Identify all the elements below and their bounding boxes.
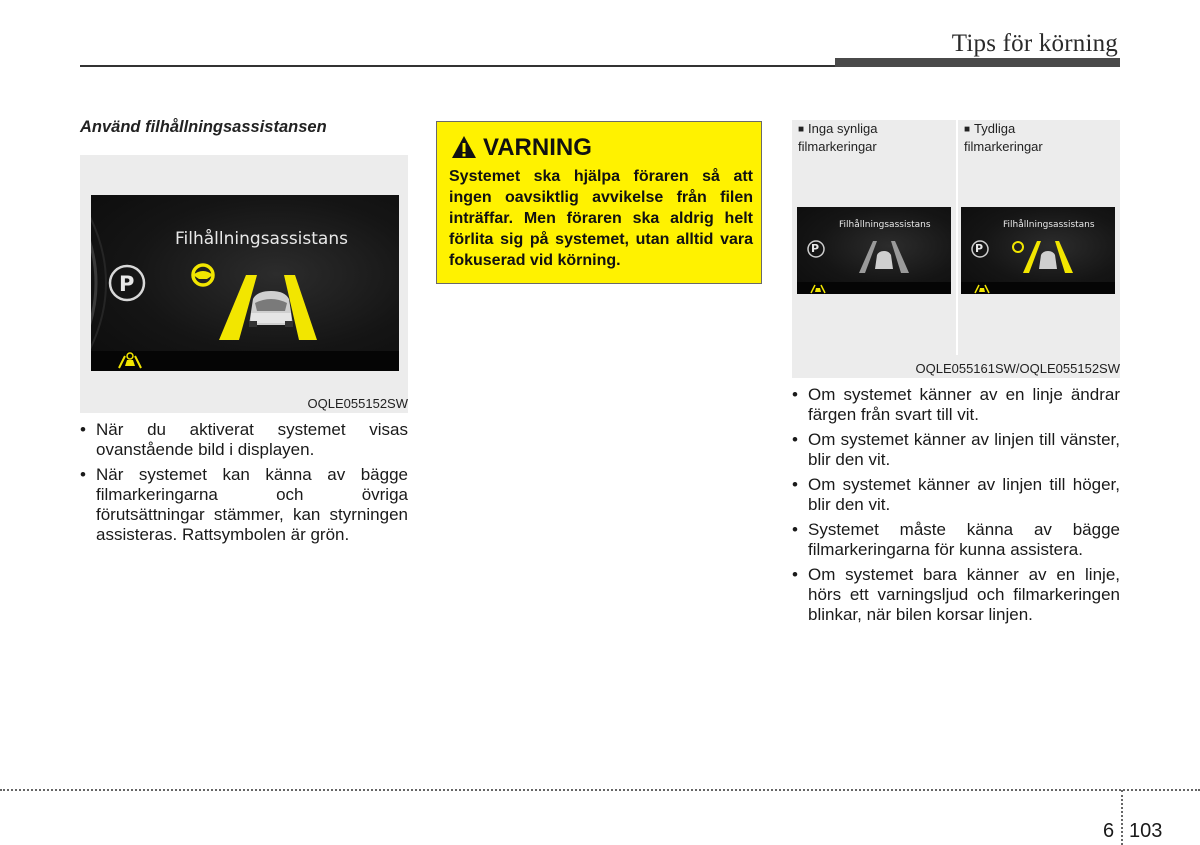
list-item: • Om systemet bara känner av en linje, hörs ett varningsljud och filmarkeringen blinkar, när bilen korsar linjen. <box>792 565 1120 625</box>
warning-body: Systemet ska hjälpa föraren så att ingen oavsiktlig avvikelse från filen inträffar. Men föraren ska aldrig helt förlita sig på systemet, utan alltid vara fokuserad vid körning. <box>449 168 753 269</box>
square-bullet-icon: ■ <box>964 124 971 135</box>
warning-box <box>436 121 762 284</box>
mini-display-title: Filhållningsassistans <box>1003 220 1095 230</box>
car-icon <box>249 291 293 327</box>
caption-clear-markings <box>964 120 1084 155</box>
header-rule-bar <box>835 58 1120 67</box>
warning-triangle-icon <box>451 135 477 159</box>
section-heading: Använd filhållningsassistansen <box>80 118 327 136</box>
caption-no-markings <box>798 120 948 155</box>
header-rule <box>80 65 835 67</box>
mini-display-title: Filhållningsassistans <box>839 220 931 230</box>
park-indicator-label: P <box>119 272 135 296</box>
mini-display-clear-markings <box>961 207 1115 294</box>
lane-assist-status-icon <box>973 283 991 294</box>
page-number: 103 <box>1129 820 1163 842</box>
figure-lane-assist-display <box>80 155 408 413</box>
steering-wheel-icon <box>193 265 213 285</box>
right-bullet-list <box>792 385 1120 630</box>
cluster-display-graphic <box>91 195 399 371</box>
page-header-title: Tips för körning <box>951 30 1118 57</box>
caption-text: Tydliga filmarkeringar <box>964 121 1043 154</box>
list-item: • Om systemet känner av linjen till höger, blir den vit. <box>792 475 1120 515</box>
figure-code: OQLE055161SW/OQLE055152SW <box>915 361 1120 376</box>
steering-wheel-icon <box>1013 242 1023 252</box>
list-item: • Systemet måste känna av bägge filmarkeringarna för kunna assistera. <box>792 520 1120 560</box>
list-item: • Om systemet känner av en linje ändrar färgen från svart till vit. <box>792 385 1120 425</box>
warning-title: VARNING <box>483 134 592 161</box>
square-bullet-icon: ■ <box>798 124 805 135</box>
cluster-display <box>91 195 399 371</box>
footer-separator <box>1121 790 1123 845</box>
footer-rule <box>0 789 1200 791</box>
figure-lane-markings-comparison <box>792 120 1120 378</box>
chapter-number: 6 <box>1103 820 1115 842</box>
park-indicator-label: P <box>975 242 984 255</box>
display-title: Filhållningsassistans <box>175 229 348 249</box>
list-item: • När du aktiverat systemet visas ovanstående bild i displayen. <box>80 420 408 460</box>
lane-assist-status-icon <box>809 283 827 294</box>
list-item: • Om systemet känner av linjen till vänster, blir den vit. <box>792 430 1120 470</box>
park-indicator-label: P <box>811 242 820 255</box>
figure-code: OQLE055152SW <box>307 396 408 411</box>
mini-display-no-markings <box>797 207 951 294</box>
lane-assist-status-icon <box>115 352 145 370</box>
figure-divider <box>956 120 958 355</box>
left-bullet-list <box>80 420 408 550</box>
list-item: • När systemet kan känna av bägge filmarkeringarna och övriga förutsättningar stämmer, kan styrningen assisteras. Rattsymbolen är grön. <box>80 465 408 545</box>
caption-text: Inga synliga filmarkeringar <box>798 121 878 154</box>
display-bottom-strip <box>91 351 399 371</box>
